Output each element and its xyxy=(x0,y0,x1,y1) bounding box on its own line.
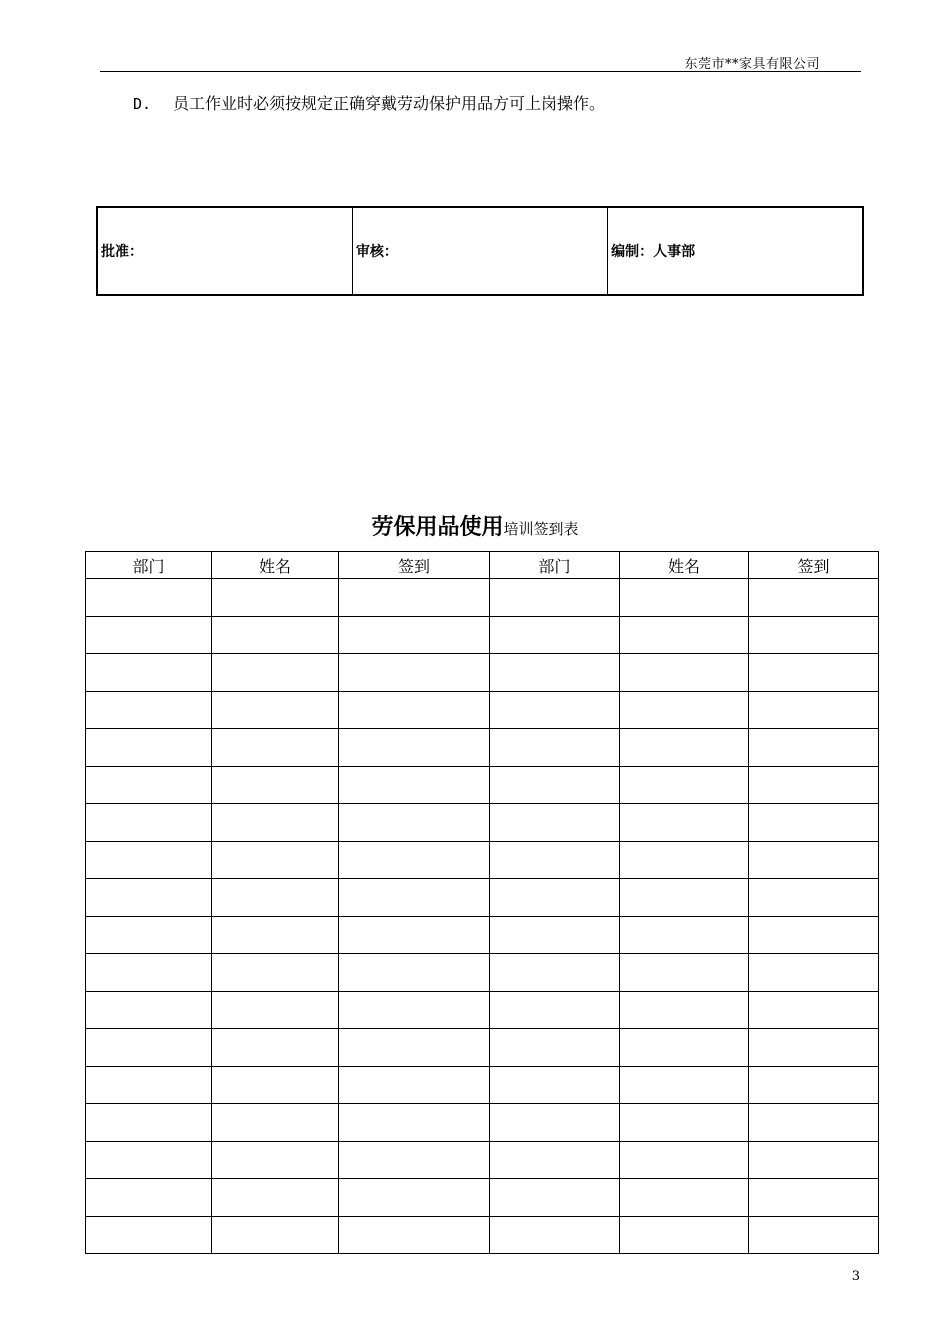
col-header-name: 姓名 xyxy=(212,552,339,579)
signin-cell[interactable] xyxy=(490,654,620,692)
signin-cell[interactable] xyxy=(339,766,490,804)
signin-cell[interactable] xyxy=(86,954,212,992)
signin-cell[interactable] xyxy=(620,991,749,1029)
signin-cell[interactable] xyxy=(620,766,749,804)
signin-cell[interactable] xyxy=(749,841,879,879)
signin-cell[interactable] xyxy=(86,991,212,1029)
col-header-department-2: 部门 xyxy=(490,552,620,579)
table-row xyxy=(86,729,879,767)
signin-cell[interactable] xyxy=(490,916,620,954)
table-row xyxy=(86,616,879,654)
signin-cell[interactable] xyxy=(339,916,490,954)
signin-cell[interactable] xyxy=(490,691,620,729)
table-row xyxy=(86,841,879,879)
signin-cell[interactable] xyxy=(339,804,490,842)
signin-cell[interactable] xyxy=(212,729,339,767)
signin-cell[interactable] xyxy=(620,879,749,917)
signin-cell[interactable] xyxy=(212,841,339,879)
signin-cell[interactable] xyxy=(490,841,620,879)
signin-cell[interactable] xyxy=(490,879,620,917)
table-row xyxy=(86,654,879,692)
signin-body xyxy=(86,579,879,1254)
signin-cell[interactable] xyxy=(620,616,749,654)
col-header-signature: 签到 xyxy=(339,552,490,579)
table-row xyxy=(86,1216,879,1254)
table-row xyxy=(86,766,879,804)
signin-cell[interactable] xyxy=(620,1141,749,1179)
table-row xyxy=(86,879,879,917)
signin-cell[interactable] xyxy=(212,766,339,804)
signin-cell[interactable] xyxy=(339,1141,490,1179)
signin-cell[interactable] xyxy=(749,1104,879,1142)
approval-table xyxy=(96,206,864,296)
signin-cell[interactable] xyxy=(620,579,749,617)
signin-cell[interactable] xyxy=(339,879,490,917)
compile-cell: 编制：人事部 xyxy=(608,207,863,295)
signin-cell[interactable] xyxy=(620,1216,749,1254)
signin-cell[interactable] xyxy=(749,691,879,729)
signin-cell[interactable] xyxy=(749,1216,879,1254)
signin-cell[interactable] xyxy=(490,729,620,767)
signin-cell[interactable] xyxy=(339,1029,490,1067)
signin-cell[interactable] xyxy=(620,1179,749,1217)
table-row xyxy=(86,954,879,992)
table-row xyxy=(86,1141,879,1179)
table-row xyxy=(86,1029,879,1067)
signin-cell[interactable] xyxy=(620,654,749,692)
col-header-name-2: 姓名 xyxy=(620,552,749,579)
table-row xyxy=(86,691,879,729)
signin-cell[interactable] xyxy=(212,1029,339,1067)
title-sub: 培训签到表 xyxy=(503,520,579,538)
header-rule xyxy=(100,71,861,72)
signin-cell[interactable] xyxy=(749,729,879,767)
signin-cell[interactable] xyxy=(86,1104,212,1142)
signin-cell[interactable] xyxy=(339,579,490,617)
signin-cell[interactable] xyxy=(212,1066,339,1104)
table-row xyxy=(86,916,879,954)
signin-cell[interactable] xyxy=(86,691,212,729)
signin-cell[interactable] xyxy=(86,766,212,804)
signin-cell[interactable] xyxy=(490,766,620,804)
signin-cell[interactable] xyxy=(86,1066,212,1104)
signin-cell[interactable] xyxy=(86,1029,212,1067)
signin-cell[interactable] xyxy=(490,1104,620,1142)
signin-cell[interactable] xyxy=(86,616,212,654)
signin-cell[interactable] xyxy=(620,804,749,842)
signin-cell[interactable] xyxy=(339,691,490,729)
table-row xyxy=(86,804,879,842)
signin-cell[interactable] xyxy=(212,1216,339,1254)
clause-text: 员工作业时必须按规定正确穿戴劳动保护用品方可上岗操作。 xyxy=(173,94,606,113)
signin-cell[interactable] xyxy=(490,954,620,992)
signin-cell[interactable] xyxy=(620,1104,749,1142)
signin-cell[interactable] xyxy=(212,1141,339,1179)
approve-cell: 批准： xyxy=(97,207,352,295)
header-company-name: 东莞市**家具有限公司 xyxy=(684,57,820,72)
signin-cell[interactable] xyxy=(749,1066,879,1104)
signin-cell[interactable] xyxy=(749,1029,879,1067)
signin-cell[interactable] xyxy=(339,616,490,654)
signin-cell[interactable] xyxy=(490,1141,620,1179)
signin-cell[interactable] xyxy=(749,654,879,692)
signin-cell[interactable] xyxy=(86,1216,212,1254)
signin-cell[interactable] xyxy=(212,804,339,842)
signin-cell[interactable] xyxy=(620,841,749,879)
signin-header-row xyxy=(86,552,879,579)
signin-cell[interactable] xyxy=(749,879,879,917)
signin-table xyxy=(85,551,879,1254)
signin-cell[interactable] xyxy=(490,1216,620,1254)
signin-cell[interactable] xyxy=(212,579,339,617)
signin-cell[interactable] xyxy=(339,991,490,1029)
signin-cell[interactable] xyxy=(620,1066,749,1104)
signin-cell[interactable] xyxy=(86,579,212,617)
signin-cell[interactable] xyxy=(620,691,749,729)
signin-cell[interactable] xyxy=(749,1179,879,1217)
col-header-signature-2: 签到 xyxy=(749,552,879,579)
signin-cell[interactable] xyxy=(339,1104,490,1142)
signin-cell[interactable] xyxy=(490,616,620,654)
signin-cell[interactable] xyxy=(749,804,879,842)
clause-d xyxy=(133,91,605,114)
signin-cell[interactable] xyxy=(749,616,879,654)
signin-cell[interactable] xyxy=(212,1104,339,1142)
signin-cell[interactable] xyxy=(620,954,749,992)
signin-cell[interactable] xyxy=(339,729,490,767)
signin-cell[interactable] xyxy=(339,1066,490,1104)
signin-cell[interactable] xyxy=(212,691,339,729)
signin-cell[interactable] xyxy=(212,991,339,1029)
signin-cell[interactable] xyxy=(86,879,212,917)
signin-cell[interactable] xyxy=(749,916,879,954)
signin-cell[interactable] xyxy=(212,916,339,954)
signin-cell[interactable] xyxy=(620,916,749,954)
signin-cell[interactable] xyxy=(490,1029,620,1067)
signin-cell[interactable] xyxy=(86,1141,212,1179)
table-row xyxy=(86,1066,879,1104)
table-row xyxy=(86,579,879,617)
signin-cell[interactable] xyxy=(749,766,879,804)
signin-cell[interactable] xyxy=(339,1179,490,1217)
signin-cell[interactable] xyxy=(86,841,212,879)
col-header-department: 部门 xyxy=(86,552,212,579)
signin-cell[interactable] xyxy=(339,954,490,992)
clause-marker: D. xyxy=(133,95,152,113)
signin-cell[interactable] xyxy=(490,579,620,617)
signin-cell[interactable] xyxy=(490,1179,620,1217)
title-main: 劳保用品使用 xyxy=(371,515,504,540)
signin-sheet-title xyxy=(0,510,950,541)
signin-cell[interactable] xyxy=(212,879,339,917)
signin-cell[interactable] xyxy=(749,954,879,992)
table-row xyxy=(86,1179,879,1217)
signin-cell[interactable] xyxy=(620,729,749,767)
signin-cell[interactable] xyxy=(86,916,212,954)
signin-cell[interactable] xyxy=(86,729,212,767)
review-cell: 审核： xyxy=(352,207,607,295)
signin-cell[interactable] xyxy=(620,1029,749,1067)
signin-cell[interactable] xyxy=(490,1066,620,1104)
signin-cell[interactable] xyxy=(86,654,212,692)
signin-cell[interactable] xyxy=(212,616,339,654)
signin-cell[interactable] xyxy=(749,579,879,617)
signin-cell[interactable] xyxy=(86,804,212,842)
table-row xyxy=(86,991,879,1029)
signin-cell[interactable] xyxy=(212,1179,339,1217)
signin-cell[interactable] xyxy=(339,654,490,692)
page-number: 3 xyxy=(851,1269,860,1284)
signin-cell[interactable] xyxy=(212,954,339,992)
signin-cell[interactable] xyxy=(212,654,339,692)
table-row xyxy=(86,1104,879,1142)
signin-cell[interactable] xyxy=(490,991,620,1029)
signin-cell[interactable] xyxy=(749,991,879,1029)
signin-cell[interactable] xyxy=(749,1141,879,1179)
signin-cell[interactable] xyxy=(339,1216,490,1254)
signin-cell[interactable] xyxy=(339,841,490,879)
signin-cell[interactable] xyxy=(490,804,620,842)
signin-cell[interactable] xyxy=(86,1179,212,1217)
